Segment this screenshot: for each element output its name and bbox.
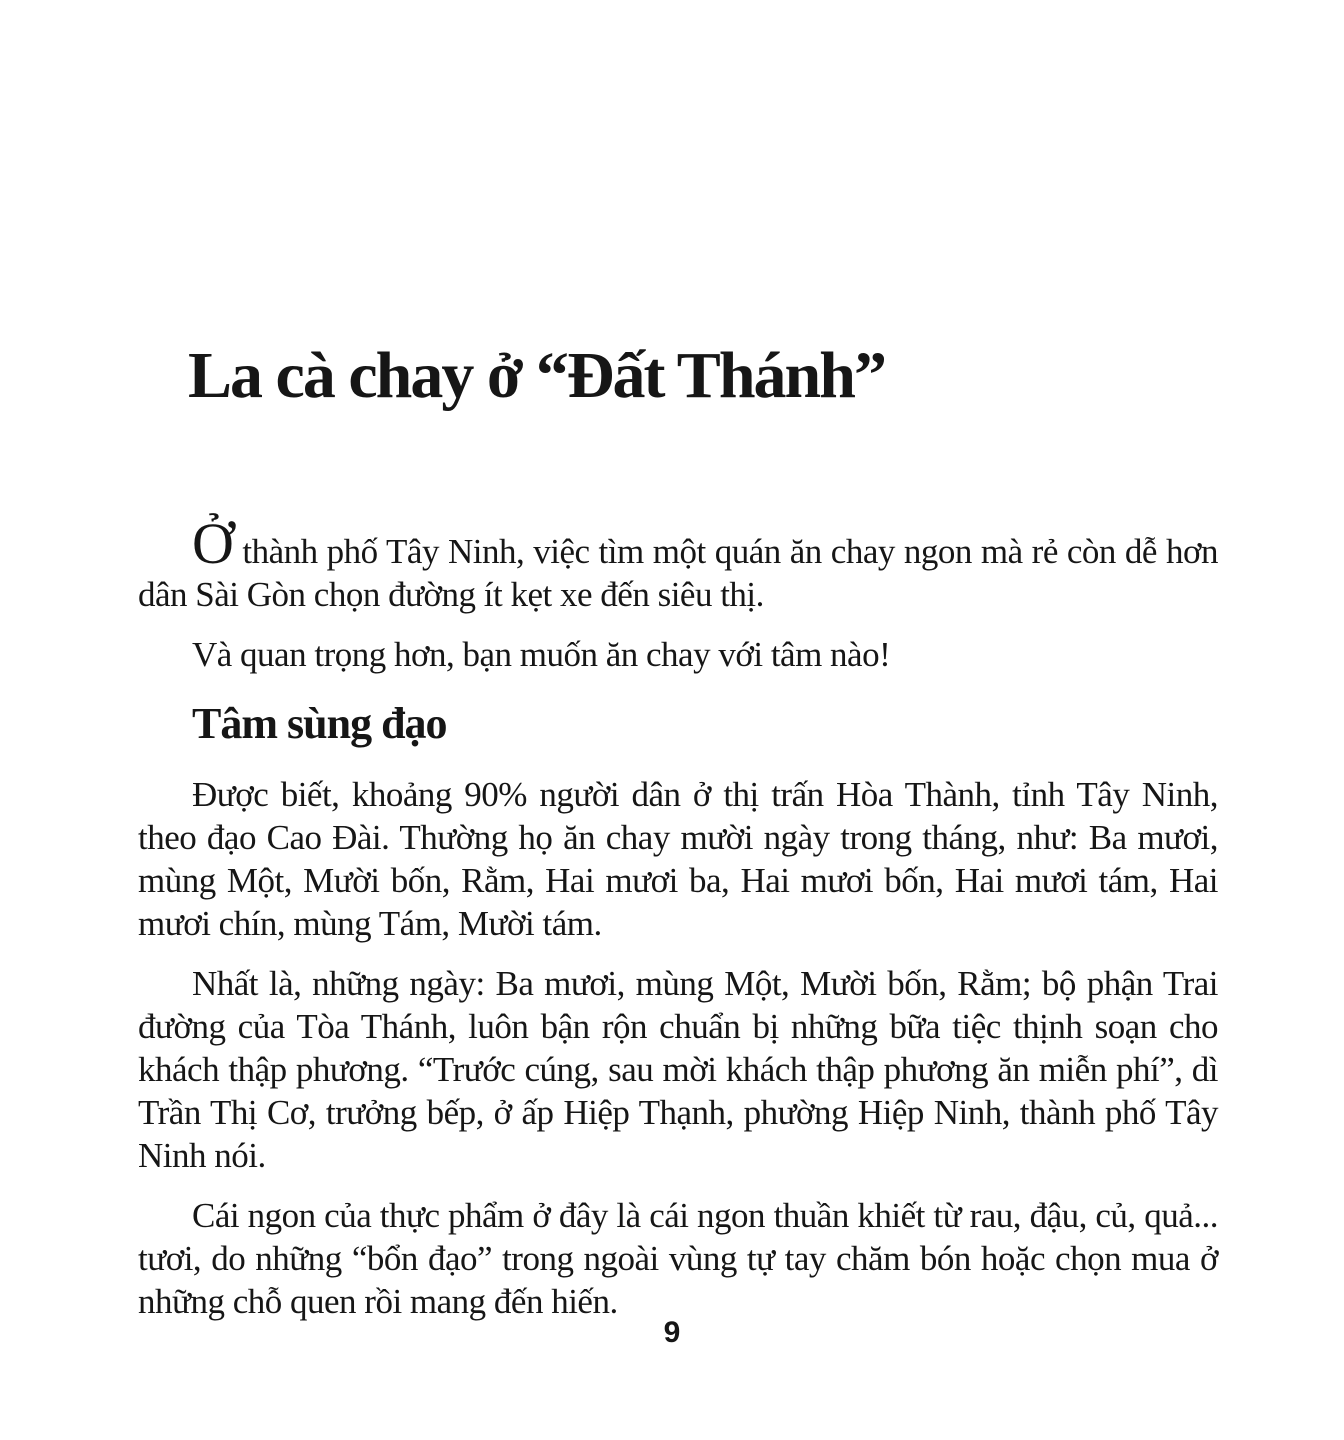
page-content — [138, 0, 1218, 1340]
intro-paragraph — [138, 511, 1218, 616]
section-paragraph-3: Cái ngon của thực phẩm ở đây là cái ngon thuần khiết từ rau, đậu, củ, quả... tươi, do những “bổn đạo” trong ngoài vùng tự tay chăm bón hoặc chọn mua ở những chỗ quen rồi mang đến hiến. — [138, 1196, 1218, 1321]
page-number: 9 — [663, 1316, 681, 1349]
intro-paragraph-text: thành phố Tây Ninh, việc tìm một quán ăn chay ngon mà rẻ còn dễ hơn dân Sài Gòn chọn đường ít kẹt xe đến siêu thị. — [138, 532, 1218, 614]
section-paragraph-2: Nhất là, những ngày: Ba mươi, mùng Một, Mười bốn, Rằm; bộ phận Trai đường của Tòa Thánh, luôn bận rộn chuẩn bị những bữa tiệc thịnh soạn cho khách thập phương. “Trước cúng, sau mời khách thập phương ăn miễn phí”, dì Trần Thị Cơ, trưởng bếp, ở ấp Hiệp Thạnh, phường Hiệp Ninh, thành phố Tây Ninh nói. — [138, 964, 1218, 1175]
chapter-title: La cà chay ở “Đất Thánh” — [188, 339, 885, 412]
section-paragraph-1: Được biết, khoảng 90% người dân ở thị trấn Hòa Thành, tỉnh Tây Ninh, theo đạo Cao Đài. Thường họ ăn chay mười ngày trong tháng, như: Ba mươi, mùng Một, Mười bốn, Rằm, Hai mươi ba, Hai mươi bốn, Hai mươi tám, Hai mươi chín, mùng Tám, Mười tám. — [138, 775, 1218, 943]
intro-paragraph-2: Và quan trọng hơn, bạn muốn ăn chay với tâm nào! — [192, 635, 891, 674]
initial-letter: Ở — [192, 511, 234, 576]
section-heading: Tâm sùng đạo — [192, 699, 447, 748]
